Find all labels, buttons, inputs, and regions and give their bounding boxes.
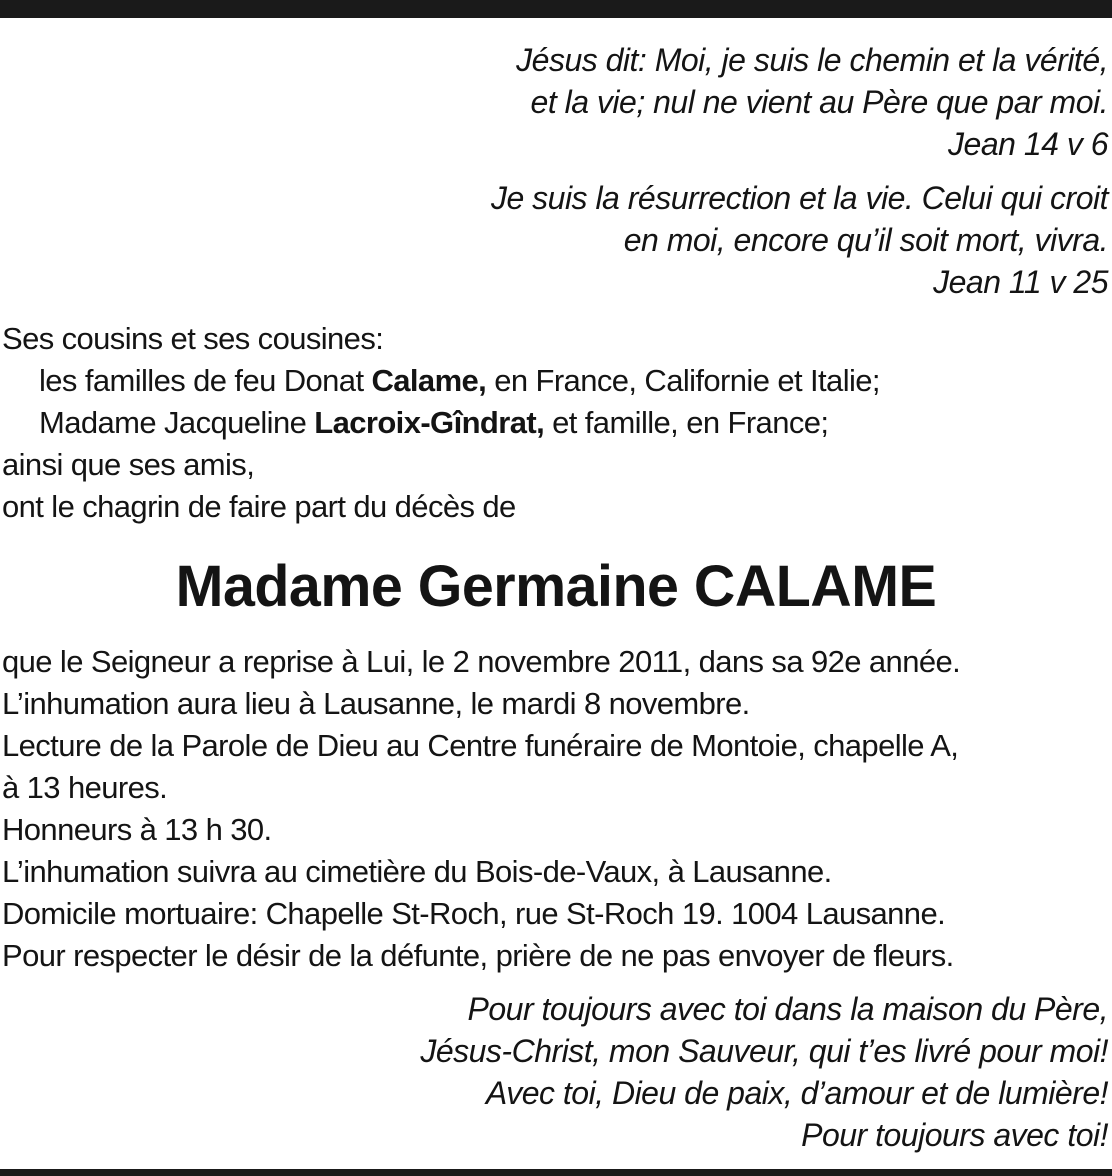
bible-quote-john-14 — [516, 39, 1108, 165]
quote-line: Jésus dit: Moi, je suis le chemin et la vérité, — [516, 42, 1108, 78]
family-text: Madame Jacqueline — [39, 405, 315, 440]
closing-poem — [420, 988, 1108, 1156]
funeral-details — [2, 641, 960, 977]
poem-line: Jésus-Christ, mon Sauveur, qui t’es livré pour moi! — [420, 1033, 1108, 1069]
top-rule — [0, 0, 1112, 18]
detail-line: que le Seigneur a reprise à Lui, le 2 novembre 2011, dans sa 92e année. — [2, 644, 961, 679]
bottom-rule — [0, 1169, 1112, 1176]
poem-line: Avec toi, Dieu de paix, d’amour et de lumière! — [485, 1075, 1108, 1111]
deceased-name: Madame Germaine CALAME — [175, 554, 937, 619]
quote-line: et la vie; nul ne vient au Père que par moi. — [530, 84, 1108, 120]
poem-line: Pour toujours avec toi! — [801, 1117, 1108, 1153]
family-name-calame: Calame, — [371, 363, 487, 398]
detail-line: Honneurs à 13 h 30. — [2, 812, 272, 847]
family-text: et famille, en France; — [544, 405, 829, 440]
quote-reference: Jean 11 v 25 — [933, 264, 1108, 300]
family-friends: ainsi que ses amis, — [2, 447, 255, 482]
family-text: les familles de feu Donat — [39, 363, 372, 398]
family-announcement — [2, 318, 880, 528]
family-text: en France, Californie et Italie; — [486, 363, 880, 398]
detail-line: L’inhumation suivra au cimetière du Bois-de-Vaux, à Lausanne. — [2, 854, 832, 889]
family-intro: Ses cousins et ses cousines: — [2, 321, 384, 356]
quote-reference: Jean 14 v 6 — [948, 126, 1108, 162]
announcement-line: ont le chagrin de faire part du décès de — [2, 489, 516, 524]
family-line-lacroix — [2, 402, 880, 444]
family-line-calame — [2, 360, 880, 402]
detail-line: Lecture de la Parole de Dieu au Centre funéraire de Montoie, chapelle A, — [2, 728, 959, 763]
detail-line: L’inhumation aura lieu à Lausanne, le mardi 8 novembre. — [2, 686, 750, 721]
quote-line: en moi, encore qu’il soit mort, vivra. — [623, 222, 1108, 258]
detail-line: Pour respecter le désir de la défunte, prière de ne pas envoyer de fleurs. — [2, 938, 954, 973]
quote-line: Je suis la résurrection et la vie. Celui qui croit — [490, 180, 1108, 216]
detail-line: Domicile mortuaire: Chapelle St-Roch, rue St-Roch 19. 1004 Lausanne. — [2, 896, 946, 931]
family-name-lacroix: Lacroix-Gîndrat, — [314, 405, 545, 440]
poem-line: Pour toujours avec toi dans la maison du Père, — [467, 991, 1108, 1027]
bible-quote-john-11 — [491, 177, 1108, 303]
detail-line: à 13 heures. — [2, 770, 168, 805]
